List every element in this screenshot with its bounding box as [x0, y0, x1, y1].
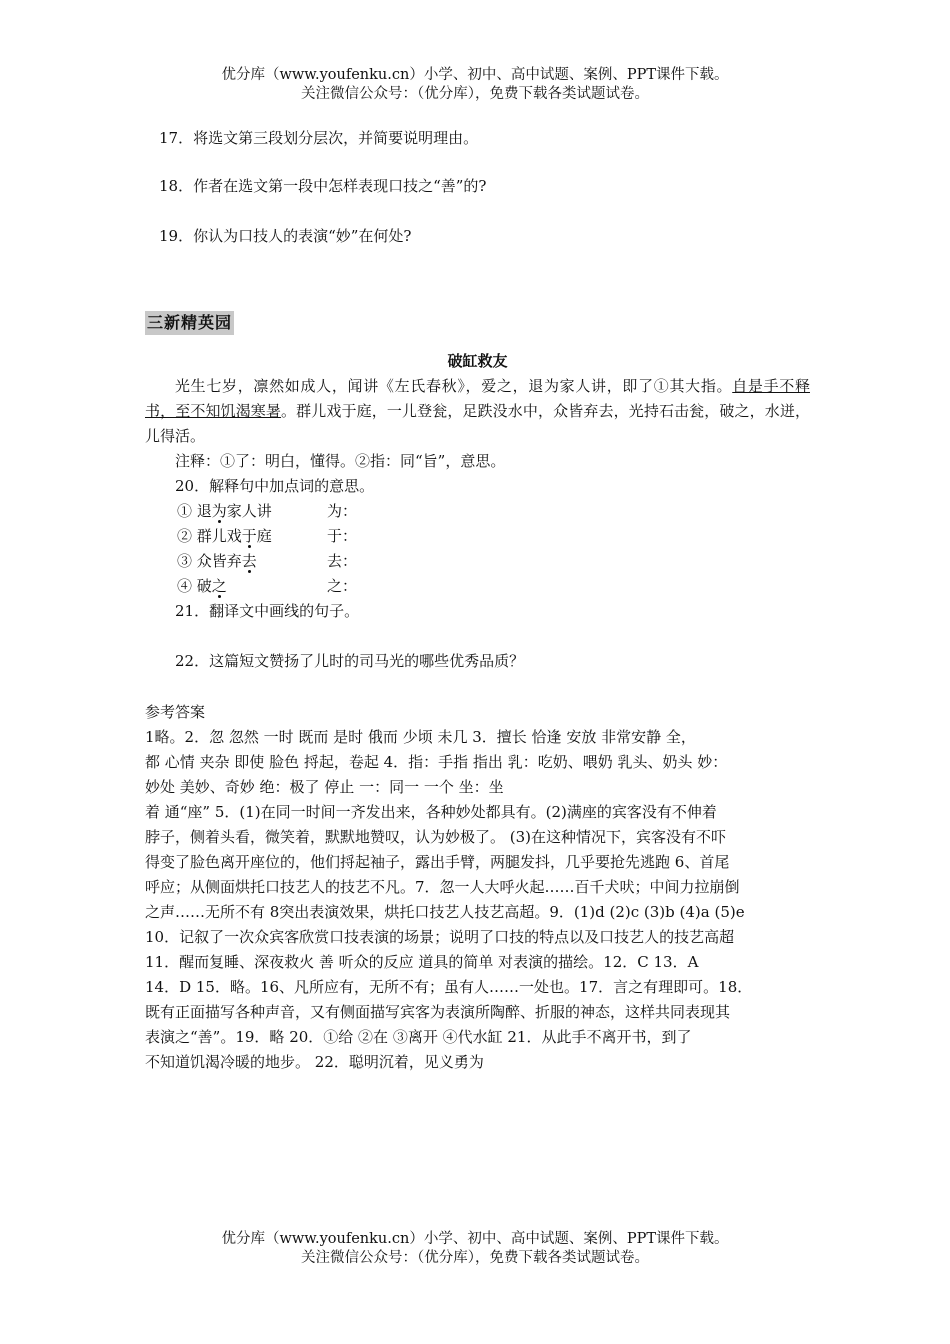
page-footer: [0, 1230, 950, 1268]
answer-line: 14．D 15．略。16、凡所应有，无所不有；虽有人……一处也。17．言之有理即可。18．: [145, 978, 753, 996]
vocab-item-key: 为：: [327, 502, 358, 520]
answer-line: 都 心情 夹杂 即使 脸色 捋起，卷起 4．指：手指 指出 乳：吃奶、喂奶 乳头、奶头 妙：: [145, 753, 728, 771]
header-line-2: 关注微信公众号：（优分库），免费下载各类试题试卷。: [301, 86, 649, 102]
dotted-word: 于: [241, 527, 257, 545]
vocab-item: [177, 499, 357, 524]
underlined-sentence: 自是手不释书，至不知饥渴寒暑: [145, 377, 810, 420]
vocab-item-key: 于：: [327, 527, 358, 545]
answer-line: 脖子，侧着头看，微笑着，默默地赞叹，认为妙极了。 (3)在这种情况下，宾客没有不吓: [145, 828, 727, 846]
question-21: 21．翻译文中画线的句子。: [175, 602, 360, 620]
answer-section: [145, 700, 810, 1075]
paragraph-text-b: 。群儿戏于庭，一儿登瓮，足跌没水中，众皆弃去，光持石击瓮，破之，水迸，儿得活。: [145, 402, 810, 445]
vocab-item-pre: ③ 众皆弃: [177, 552, 242, 570]
vocab-item-key: 之：: [327, 577, 358, 595]
answer-line: 不知道饥渴冷暖的地步。 22．聪明沉着，见义勇为: [145, 1053, 484, 1071]
answer-line: 11．醒而复睡、深夜救火 善 听众的反应 道具的简单 对表演的描绘。12．C 13．A: [145, 953, 699, 971]
footer-line-2: 关注微信公众号：（优分库），免费下载各类试题试卷。: [301, 1250, 649, 1266]
answer-line: 表演之“善”。19．略 20．①给 ②在 ③离开 ④代水缸 21．从此手不离开书，到了: [145, 1028, 692, 1046]
answer-line: 着 通“座” 5．(1)在同一时间一齐发出来，各种妙处都具有。(2)满座的宾客没有不伸着: [145, 803, 717, 821]
article-title: 破缸救友: [447, 352, 508, 370]
dotted-word: 之: [211, 577, 227, 595]
answer-title: 参考答案: [145, 703, 206, 721]
page-header: [0, 66, 950, 104]
answer-line: 1略。2．忽 忽然 一时 既而 是时 俄而 少顷 未几 3．擅长 恰逢 安放 非常安静 全，: [145, 728, 696, 746]
answer-line: 10．记叙了一次众宾客欣赏口技表演的场景；说明了口技的特点以及口技艺人的技艺高超: [145, 928, 735, 946]
footer-line-1: 优分库（www.youfenku.cn）小学、初中、高中试题、案例、PPT课件下载。: [221, 1231, 729, 1247]
answer-line: 呼应；从侧面烘托口技艺人的技艺不凡。7．忽一人大呼火起……百千犬吠；中间力拉崩倒: [145, 878, 740, 896]
article-paragraph: [145, 374, 810, 449]
dotted-word: 去: [241, 552, 257, 570]
question-19: 19．你认为口技人的表演“妙”在何处?: [159, 227, 412, 245]
section-title: 三新精英园: [145, 311, 234, 335]
question-20: 20．解释句中加点词的意思。: [175, 477, 375, 495]
paragraph-text-a: 光生七岁，凛然如成人，闻讲《左氏春秋》，爱之，退为家人讲，即了①其大指。: [175, 377, 733, 395]
question-22: 22．这篇短文赞扬了儿时的司马光的哪些优秀品质？: [175, 652, 525, 670]
vocab-item-post: 家人讲: [226, 502, 272, 520]
vocab-item-key: 去：: [327, 552, 358, 570]
vocab-item: [177, 524, 357, 549]
answer-line: 既有正面描写各种声音，又有侧面描写宾客为表演所陶醉、折服的神态，这样共同表现其: [145, 1003, 731, 1021]
article-note: 注释：①了：明白，懂得。②指：同“旨”，意思。: [175, 452, 506, 470]
answer-line: 得变了脸色离开座位的，他们捋起袖子，露出手臂，两腿发抖，几乎要抢先逃跑 6、首尾: [145, 853, 730, 871]
question-18: 18．作者在选文第一段中怎样表现口技之“善”的?: [159, 177, 487, 195]
vocab-item-pre: ② 群儿戏: [177, 527, 242, 545]
header-line-1: 优分库（www.youfenku.cn）小学、初中、高中试题、案例、PPT课件下载。: [221, 67, 729, 83]
answer-line: 妙处 美妙、奇妙 绝：极了 停止 一：同一 一个 坐：坐: [145, 778, 504, 796]
vocab-item-pre: ④ 破: [177, 577, 212, 595]
dotted-word: 为: [211, 502, 227, 520]
answer-line: 之声……无所不有 8突出表演效果，烘托口技艺人技艺高超。9．(1)d (2)c (3)b (4)a (5)e: [145, 903, 745, 921]
vocab-item-post: 庭: [256, 527, 272, 545]
vocab-item: [177, 549, 357, 574]
question-17: 17．将选文第三段划分层次，并简要说明理由。: [159, 129, 479, 147]
vocab-item: [177, 574, 357, 599]
vocab-item-pre: ① 退: [177, 502, 212, 520]
